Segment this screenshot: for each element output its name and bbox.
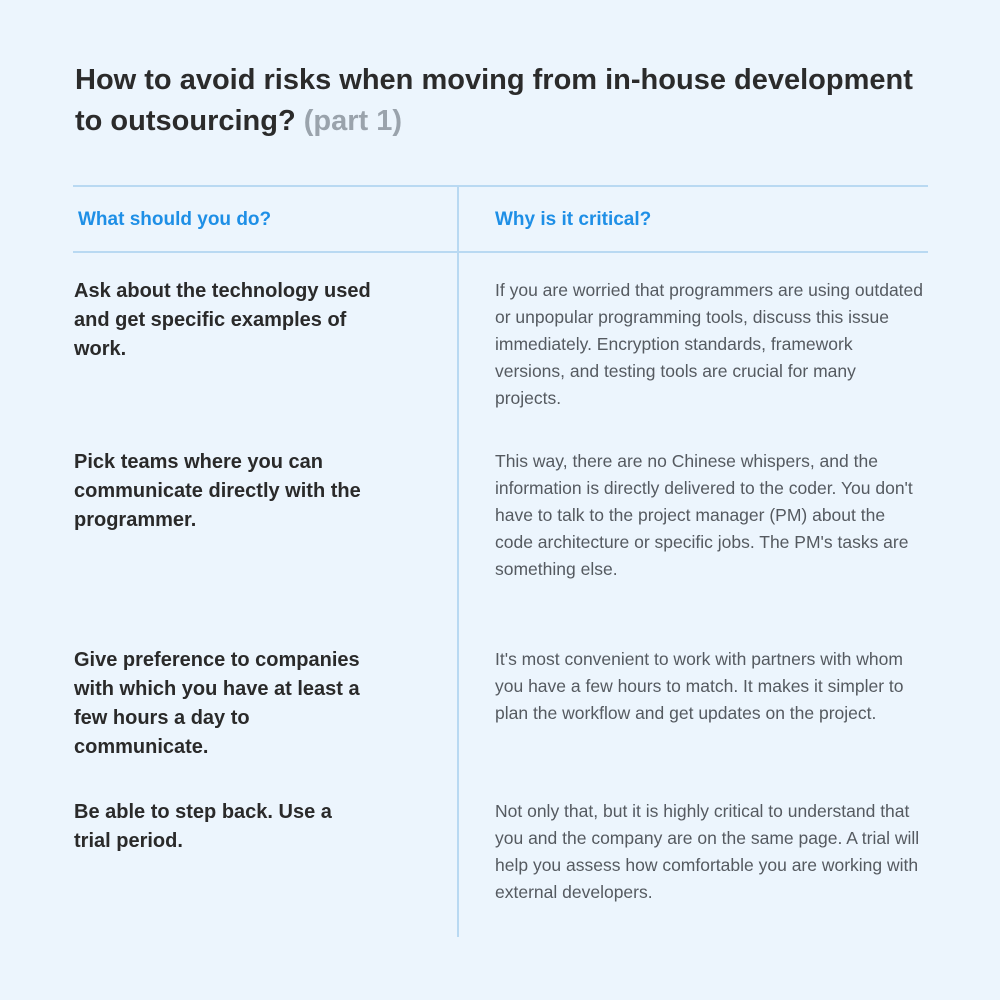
column-header-why: Why is it critical?	[495, 209, 652, 230]
row-4-reason: Not only that, but it is highly critical to understand that you and the company are on the same page. A trial will help you assess how comfortable you are working with external developers.	[495, 801, 920, 902]
page-title	[75, 60, 935, 142]
title-part-label: (part 1)	[303, 105, 403, 137]
title-main: How to avoid risks when moving from in-house development to outsourcing?	[75, 64, 913, 137]
table-column-divider	[457, 185, 459, 937]
row-2-action: Pick teams where you can communicate directly with the programmer.	[74, 451, 361, 531]
row-1-action: Ask about the technology used and get specific examples of work.	[74, 280, 371, 360]
row-3-reason: It's most convenient to work with partners with whom you have a few hours to match. It makes it simpler to plan the workflow and get updates on the project.	[495, 649, 904, 723]
row-3-action: Give preference to companies with which you have at least a few hours a day to communicate.	[74, 649, 360, 758]
row-4-action: Be able to step back. Use a trial period.	[74, 801, 332, 852]
row-1-reason: If you are worried that programmers are using outdated or unpopular programming tools, discuss this issue immediately. Encryption standards, framework versions, and testing tools are crucial for many projects.	[495, 280, 923, 408]
column-header-what: What should you do?	[78, 209, 272, 230]
row-2-reason: This way, there are no Chinese whispers, and the information is directly delivered to the coder. You don't have to talk to the project manager (PM) about the code architecture or specific jobs. The PM's tasks are something else.	[495, 451, 913, 579]
table-header-divider	[73, 251, 928, 253]
table-top-divider	[73, 185, 928, 187]
